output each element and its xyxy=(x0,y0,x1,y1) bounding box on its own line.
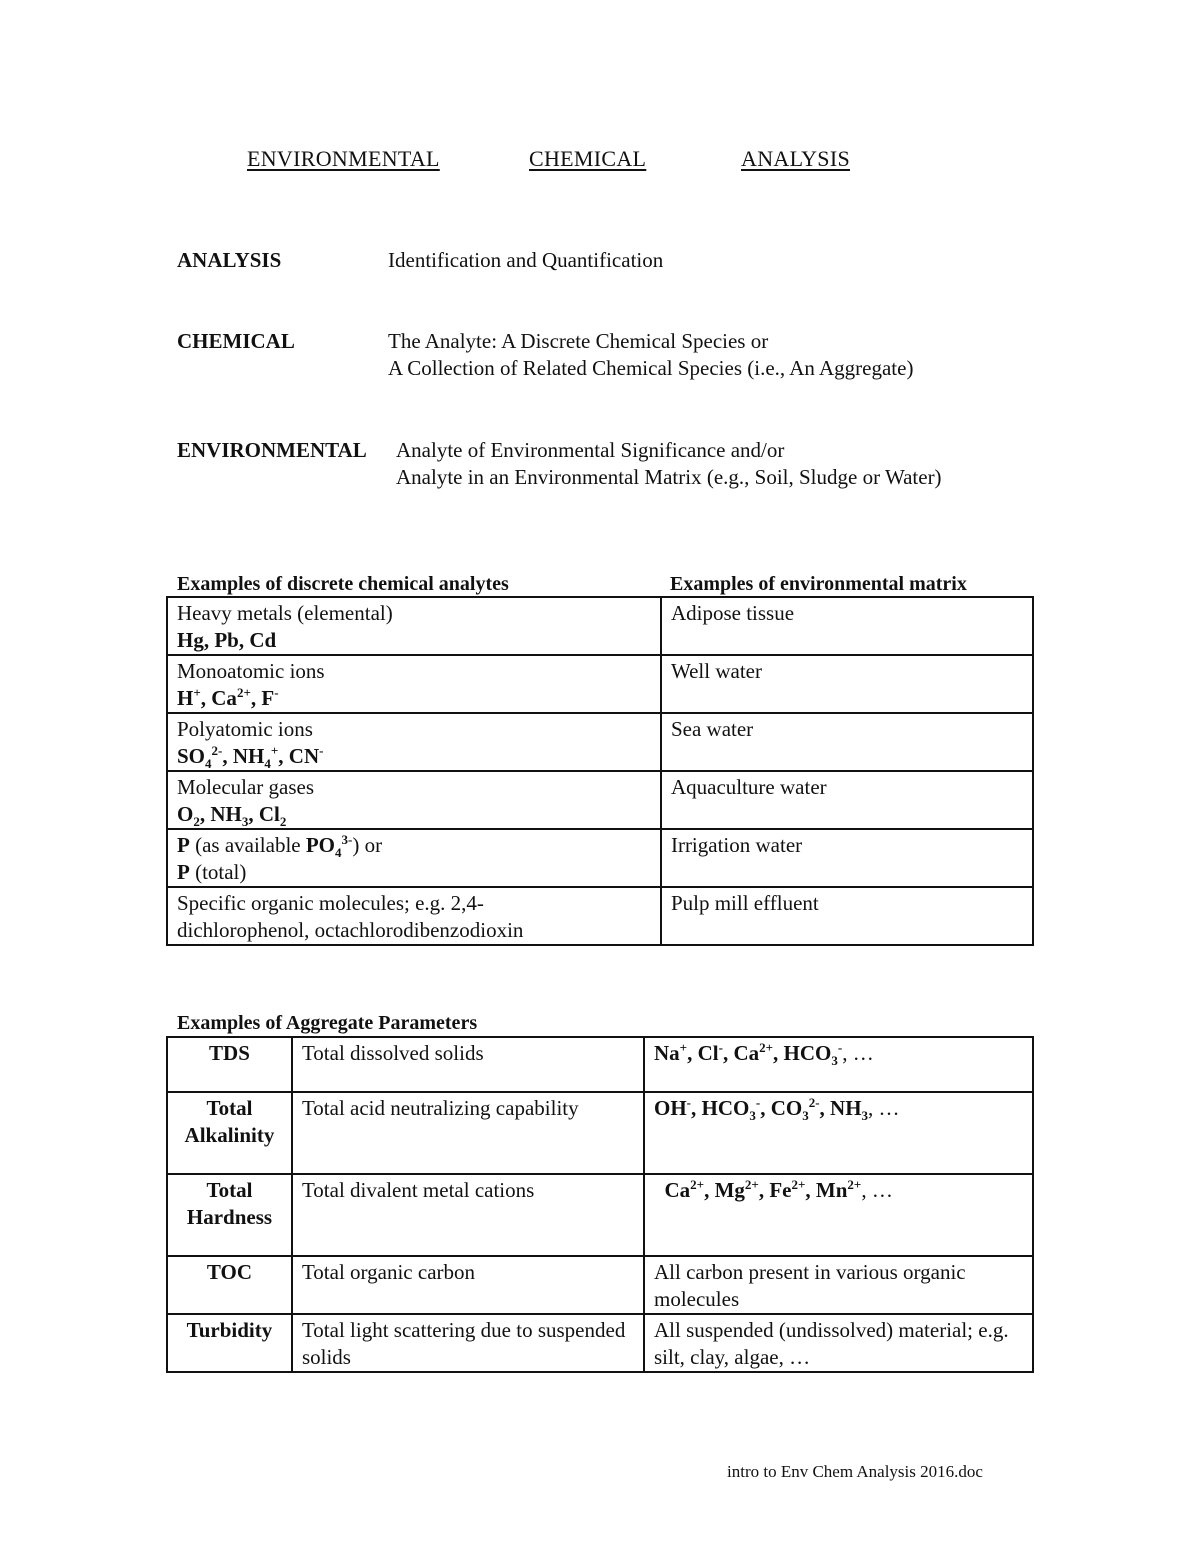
table-row xyxy=(167,1092,1033,1174)
parameter-description: Total dissolved solids xyxy=(292,1037,644,1092)
parameter-name: TOC xyxy=(167,1256,292,1314)
examples-table xyxy=(166,596,1034,946)
matrix-example: Irrigation water xyxy=(670,833,803,857)
parameter-examples: All carbon present in various organic molecules xyxy=(644,1256,1033,1314)
matrix-example: Pulp mill effluent xyxy=(670,891,819,915)
parameter-examples: Na+, Cl-, $Ca^{2+}$, $HCO_3^-$, … xyxy=(644,1037,1033,1092)
parameter-examples: All suspended (undissolved) material; e.g. silt, clay, algae, … xyxy=(644,1314,1033,1372)
analyte-formula: $SO_4^{2-}$, $NH_4^+$, CN- xyxy=(177,743,324,772)
analyte-formula: Hg, Pb, Cd xyxy=(177,628,277,652)
parameter-description: Total acid neutralizing capability xyxy=(292,1092,644,1174)
analyte-category: Monoatomic ions xyxy=(177,659,325,683)
aggregate-table xyxy=(166,1036,1034,1373)
definition-term-analysis: ANALYSIS xyxy=(177,248,282,272)
table-cell xyxy=(661,829,1033,887)
parameter-name: Total Alkalinity xyxy=(167,1092,292,1174)
table-row xyxy=(167,829,1033,887)
matrix-example: Aquaculture water xyxy=(670,775,827,799)
table-cell xyxy=(661,713,1033,771)
table-row xyxy=(167,1314,1033,1372)
table-cell xyxy=(167,713,661,771)
table-row xyxy=(167,655,1033,713)
table-cell xyxy=(167,597,661,655)
footer-filename: intro to Env Chem Analysis 2016.doc xyxy=(727,1462,983,1481)
definition-text-chemical-2: A Collection of Related Chemical Species (i.e., An Aggregate) xyxy=(388,356,914,380)
table-cell xyxy=(167,887,661,945)
examples-left-heading: Examples of discrete chemical analytes xyxy=(177,573,509,595)
definition-text-environmental-2: Analyte in an Environmental Matrix (e.g., Soil, Sludge or Water) xyxy=(396,465,942,489)
table-row xyxy=(167,1256,1033,1314)
parameter-name: Total Hardness xyxy=(167,1174,292,1256)
table-row xyxy=(167,771,1033,829)
table-cell xyxy=(167,655,661,713)
matrix-example: Sea water xyxy=(670,717,754,741)
title-word-environmental: ENVIRONMENTAL xyxy=(247,146,440,171)
definition-term-chemical: CHEMICAL xyxy=(177,329,295,353)
analyte-category: Polyatomic ions xyxy=(177,717,313,741)
definition-text-environmental-1: Analyte of Environmental Significance and/or xyxy=(396,438,785,462)
table-cell xyxy=(167,829,661,887)
definition-text-analysis: Identification and Quantification xyxy=(388,248,664,272)
table-row xyxy=(167,713,1033,771)
matrix-example: Adipose tissue xyxy=(670,601,795,625)
definition-term-environmental: ENVIRONMENTAL xyxy=(177,438,367,462)
table-cell xyxy=(167,771,661,829)
parameter-description: Total light scattering due to suspended solids xyxy=(292,1314,644,1372)
table-cell xyxy=(661,597,1033,655)
table-cell xyxy=(661,887,1033,945)
matrix-example: Well water xyxy=(670,659,762,683)
analyte-category: P (as available $PO_4^{3-}$) or xyxy=(177,832,383,861)
title-word-chemical: CHEMICAL xyxy=(529,146,647,171)
table-row xyxy=(167,887,1033,945)
parameter-description: Total divalent metal cations xyxy=(292,1174,644,1256)
aggregate-heading: Examples of Aggregate Parameters xyxy=(177,1012,478,1034)
definition-text-chemical-1: The Analyte: A Discrete Chemical Species or xyxy=(388,329,769,353)
parameter-description: Total organic carbon xyxy=(292,1256,644,1314)
analyte-category: Specific organic molecules; e.g. 2,4- xyxy=(177,891,484,915)
analyte-category: Molecular gases xyxy=(177,775,315,799)
parameter-name: TDS xyxy=(167,1037,292,1092)
parameter-name: Turbidity xyxy=(167,1314,292,1372)
examples-right-heading: Examples of environmental matrix xyxy=(670,573,967,595)
table-row xyxy=(167,1037,1033,1092)
analyte-formula: H+, $Ca^{2+}$, F- xyxy=(177,685,279,710)
table-row xyxy=(167,597,1033,655)
analyte-formula: $O_2$, $NH_3$, $Cl_2$ xyxy=(177,802,287,830)
analyte-formula: dichlorophenol, octachlorodibenzodioxin xyxy=(177,918,524,942)
table-row xyxy=(167,1174,1033,1256)
analyte-formula: P (total) xyxy=(177,860,247,884)
table-cell xyxy=(661,655,1033,713)
analyte-category: Heavy metals (elemental) xyxy=(177,601,393,625)
table-cell xyxy=(661,771,1033,829)
title-word-analysis: ANALYSIS xyxy=(741,146,850,171)
parameter-examples: OH-, $HCO_3^-$, $CO_3^{2-}$, $NH_3$, … xyxy=(644,1092,1033,1174)
parameter-examples: $Ca^{2+}$, $Mg^{2+}$, $Fe^{2+}$, $Mn^{2+}$, … xyxy=(644,1174,1033,1256)
